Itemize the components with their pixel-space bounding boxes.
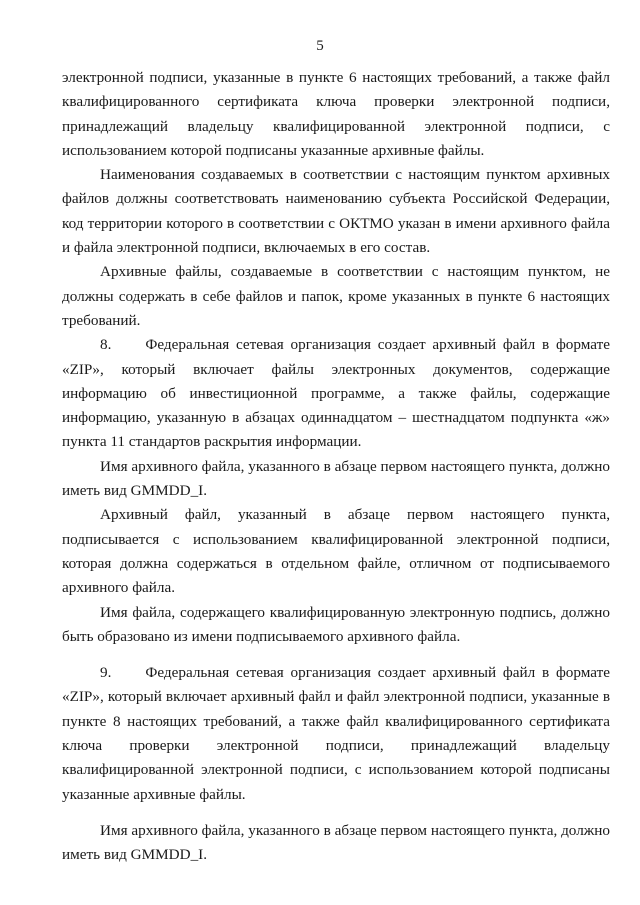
paragraph-archive-contents: Архивные файлы, создаваемые в соответствии с настоящим пунктом, не должны содержать в себе файлов и папок, кроме указанных в пункте 6 настоящих требований.: [62, 263, 610, 329]
paragraph-archive-name-format: Имя архивного файла, указанного в абзаце первом настоящего пункта, должно иметь вид GMMDD_I.: [62, 457, 610, 500]
paragraph-signing: Архивный файл, указанный в абзаце первом настоящего пункта, подписывается с использованием квалифицированной электронной подписи, которая должна содержаться в отдельном файле, отличном от подписываемого архивного файла.: [62, 506, 610, 597]
paragraph-item-9: 9. Федеральная сетевая организация создает архивный файл в формате «ZIP», который включает архивный файл и файл электронной подписи, указанные в пункте 8 настоящих требований, а также файл квалифицированного сертификата ключа проверки электронной подписи, принадлежащий владельцу квалифицированной электронной подписи, с использованием которой подписаны указанные архивные файлы.: [62, 664, 610, 803]
paragraph-signature-file-name: Имя файла, содержащего квалифицированную электронную подпись, должно быть образовано из имени подписываемого архивного файла.: [62, 603, 610, 645]
paragraph-continuation: электронной подписи, указанные в пункте 6 настоящих требований, а также файл квалифицированного сертификата ключа проверки электронной подписи, принадлежащий владельцу квалифицированной электронной подписи, с использованием которой подписаны указанные архивные файлы.: [62, 69, 610, 159]
paragraph-item-8: 8. Федеральная сетевая организация создает архивный файл в формате «ZIP», который включает файлы электронных документов, содержащие информацию об инвестиционной программе, а также файлы, содержащие информацию, указанную в абзацах одиннадцатом – шестнадцатом подпункта «ж» пункта 11 стандартов раскрытия информации.: [62, 336, 610, 451]
paragraph-archive-names: Наименования создаваемых в соответствии с настоящим пунктом архивных файлов должны соответствовать наименованию субъекта Российской Федерации, код территории которого в соответствии с ОКТМО указан в имени архивного файла и файла электронной подписи, включаемых в его состав.: [62, 166, 610, 257]
page-number: 5: [316, 38, 324, 54]
paragraph-final-archive-name: Имя архивного файла, указанного в абзаце первом настоящего пункта, должно иметь вид GMMDD_I.: [62, 821, 610, 864]
document-body: [62, 66, 610, 868]
